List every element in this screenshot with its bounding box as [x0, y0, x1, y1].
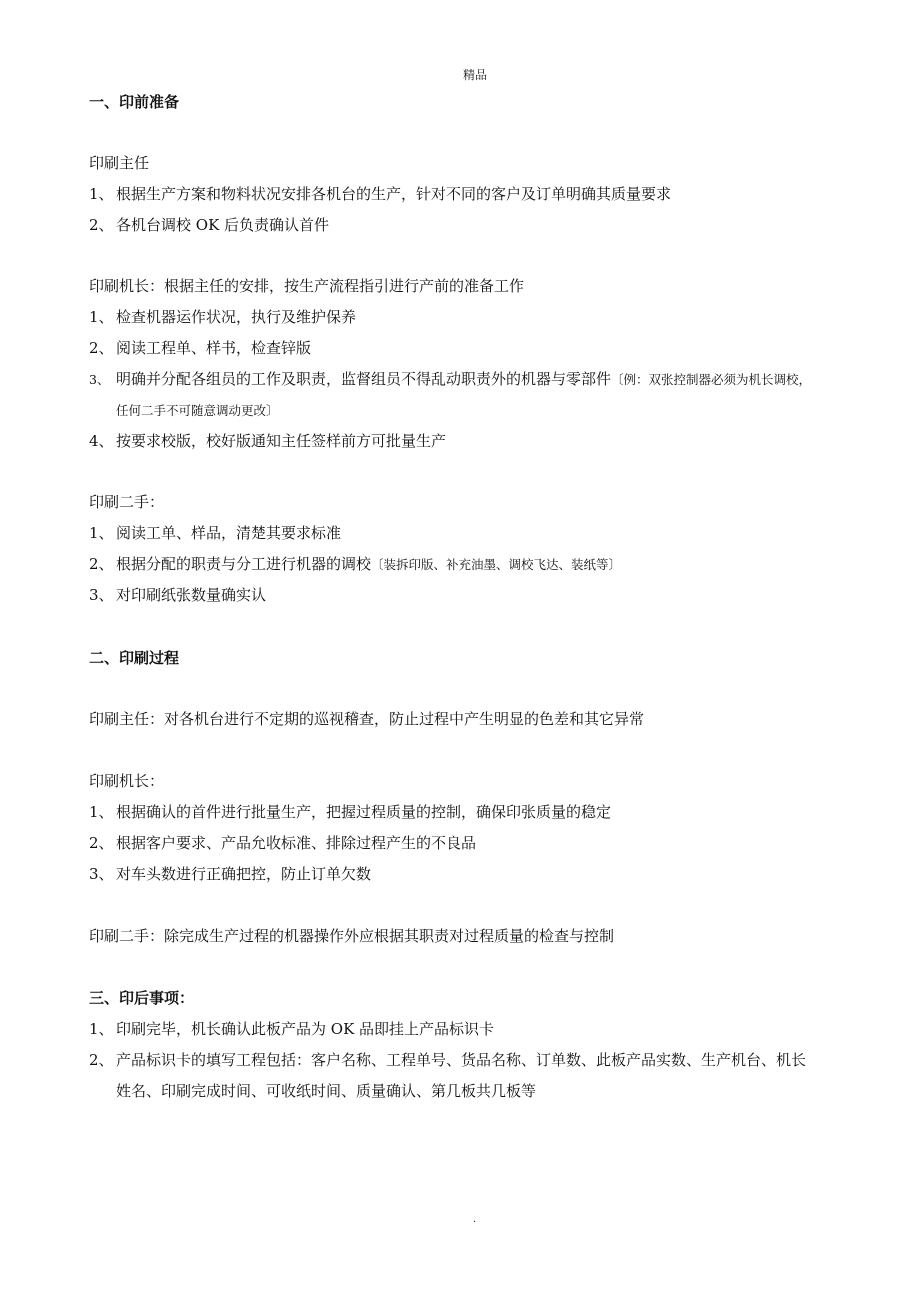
list-item — [89, 802, 611, 822]
list-item — [89, 864, 371, 884]
list-number: 1、 — [89, 185, 114, 203]
list-text: 根据生产方案和物料状况安排各机台的生产，针对不同的客户及订单明确其质量要求 — [116, 185, 672, 203]
list-item — [89, 431, 446, 451]
list-item — [89, 1019, 494, 1039]
director-title: 印刷主任 — [89, 154, 150, 172]
list-text: 检查机器运作状况，执行及维护保养 — [116, 308, 357, 326]
list-text: 阅读工程单、样书，检查锌版 — [116, 339, 312, 357]
list-number: 2、 — [89, 216, 114, 234]
list-number: 1、 — [89, 524, 114, 542]
list-item — [89, 1050, 806, 1070]
section-2-heading: 二、印刷过程 — [89, 649, 180, 667]
list-item — [89, 554, 621, 575]
list-number: 4、 — [89, 432, 114, 450]
page-header-mark: 精品 — [462, 68, 487, 82]
operator-title: 印刷机长：根据主任的安排，按生产流程指引进行产前的准备工作 — [89, 277, 525, 295]
list-number: 2、 — [89, 555, 114, 573]
list-note: 〔装拆印版、补充油墨、调校飞达、装纸等〕 — [371, 557, 622, 572]
list-number: 3、 — [89, 586, 114, 604]
assistant-line: 印刷二手：除完成生产过程的机器操作外应根据其职责对过程质量的检查与控制 — [89, 927, 615, 945]
operator-title: 印刷机长： — [89, 772, 165, 790]
list-number: 1、 — [89, 803, 114, 821]
list-number: 2、 — [89, 834, 114, 852]
list-number: 2、 — [89, 339, 114, 357]
list-text: 产品标识卡的填写工程包括：客户名称、工程单号、货品名称、订单数、此板产品实数、生产机台、机长 — [116, 1051, 807, 1069]
list-text: 对车头数进行正确把控，防止订单欠数 — [116, 865, 372, 883]
list-note: 〔例：双张控制器必须为机长调校， — [611, 372, 812, 387]
list-note-continued: 任何二手不可随意调动更改〕 — [116, 403, 279, 418]
list-text: 印刷完毕，机长确认此板产品为 OK 品即挂上产品标识卡 — [116, 1020, 495, 1038]
director-line: 印刷主任：对各机台进行不定期的巡视稽查，防止过程中产生明显的色差和其它异常 — [89, 710, 645, 728]
list-item — [89, 338, 311, 358]
list-item — [89, 215, 329, 235]
list-item — [89, 523, 341, 543]
assistant-title: 印刷二手： — [89, 493, 165, 511]
section-3-heading: 三、印后事项： — [89, 989, 195, 1007]
list-text: 根据客户要求、产品允收标准、排除过程产生的不良品 — [116, 834, 477, 852]
list-number: 3、 — [89, 865, 114, 883]
list-text: 根据确认的首件进行批量生产，把握过程质量的控制，确保印张质量的稳定 — [116, 803, 612, 821]
list-item — [89, 585, 266, 605]
list-item — [89, 833, 476, 853]
list-item — [89, 369, 811, 390]
list-text: 明确并分配各组员的工作及职责，监督组员不得乱动职责外的机器与零部件 — [116, 370, 612, 388]
list-text-continued: 姓名、印刷完成时间、可收纸时间、质量确认、第几板共几板等 — [116, 1082, 537, 1100]
list-item — [89, 307, 356, 327]
list-number: 2、 — [89, 1051, 114, 1069]
list-text: 对印刷纸张数量确实认 — [116, 586, 267, 604]
page-footer-mark: . — [473, 1214, 477, 1225]
list-text: 根据分配的职责与分工进行机器的调校 — [116, 555, 372, 573]
section-1-heading: 一、印前准备 — [89, 93, 180, 111]
list-text: 各机台调校 OK 后负责确认首件 — [116, 216, 330, 234]
list-text: 按要求校版，校好版通知主任签样前方可批量生产 — [116, 432, 447, 450]
list-number: 1、 — [89, 308, 114, 326]
list-number: 1、 — [89, 1020, 114, 1038]
list-number: 3、 — [89, 372, 110, 387]
list-text: 阅读工单、样品，清楚其要求标准 — [116, 524, 342, 542]
list-item — [89, 184, 671, 204]
